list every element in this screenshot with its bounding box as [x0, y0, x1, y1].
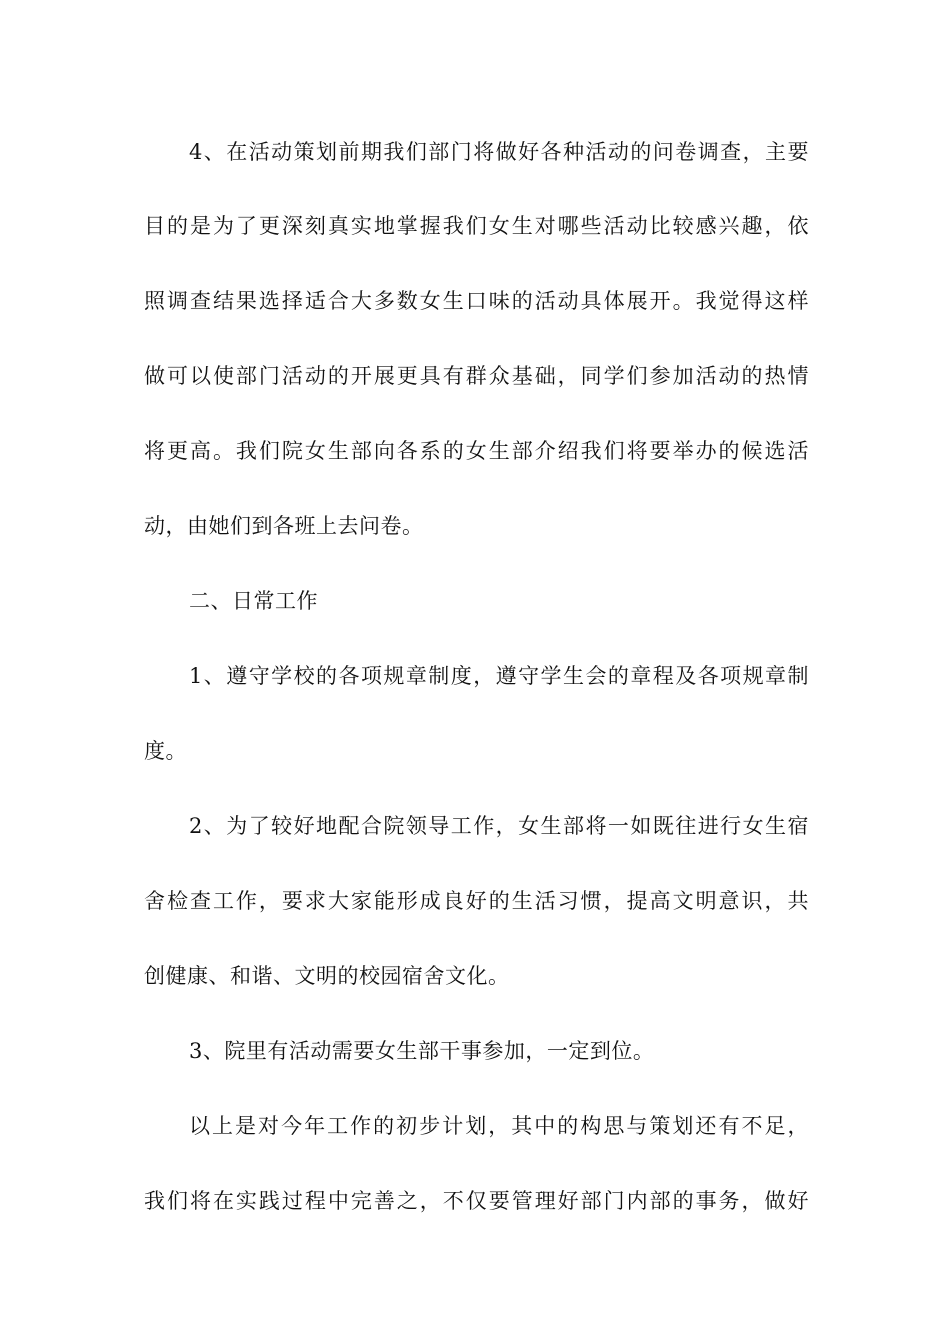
section-heading: 二、日常工作 [189, 589, 318, 613]
paragraph-line: 照调查结果选择适合大多数女生口味的活动具体展开。我觉得这样 [144, 289, 809, 313]
paragraph-line: 做可以使部门活动的开展更具有群众基础，同学们参加活动的热情 [144, 364, 809, 388]
paragraph-line: 3、院里有活动需要女生部干事参加，一定到位。 [189, 1039, 655, 1063]
paragraph-line: 以上是对今年工作的初步计划，其中的构思与策划还有不足， [189, 1114, 809, 1138]
paragraph-line: 1、遵守学校的各项规章制度，遵守学生会的章程及各项规章制 [189, 664, 809, 688]
paragraph-line: 舍检查工作，要求大家能形成良好的生活习惯，提高文明意识，共 [144, 889, 809, 913]
paragraph-line: 2、为了较好地配合院领导工作，女生部将一如既往进行女生宿 [189, 814, 809, 838]
paragraph-line: 创健康、和谐、文明的校园宿舍文化。 [144, 964, 510, 988]
paragraph-line: 动，由她们到各班上去问卷。 [144, 514, 424, 538]
paragraph-line: 4、在活动策划前期我们部门将做好各种活动的问卷调查，主要 [189, 140, 809, 164]
paragraph-line: 度。 [144, 739, 187, 763]
paragraph-line: 目的是为了更深刻真实地掌握我们女生对哪些活动比较感兴趣，依 [144, 214, 809, 238]
paragraph-line: 我们将在实践过程中完善之，不仅要管理好部门内部的事务，做好 [144, 1189, 809, 1213]
paragraph-line: 将更高。我们院女生部向各系的女生部介绍我们将要举办的候选活 [144, 439, 809, 463]
